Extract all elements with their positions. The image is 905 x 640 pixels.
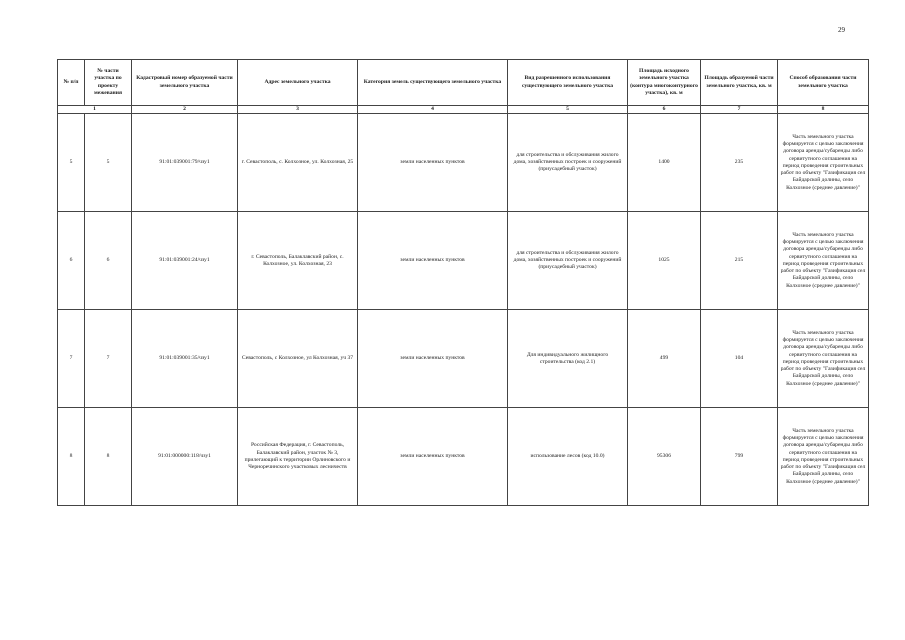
header-cell: № п/п	[58, 60, 85, 106]
part-number: 8	[85, 408, 132, 506]
permitted-use: Для индивидуального жилищного строительства (код 2.1)	[508, 310, 628, 408]
header-cell: Площадь исходного земельного участка (контура многоконтурного участка), кв. м	[628, 60, 701, 106]
table-row	[58, 212, 869, 310]
source-area: 499	[628, 310, 701, 408]
header-cell: № части участка по проекту межевания	[85, 60, 132, 106]
cadastral-number: 91:01:039001:79/чзу1	[132, 114, 238, 212]
header-row	[58, 60, 869, 106]
land-category: земли населенных пунктов	[358, 408, 508, 506]
table-row	[58, 114, 869, 212]
cadastral-number: 91:01:000000:118/чзу1	[132, 408, 238, 506]
header-cell: Вид разрешенного использования существующего земельного участка	[508, 60, 628, 106]
row-number: 6	[58, 212, 85, 310]
source-area: 1025	[628, 212, 701, 310]
header-cell: Способ образования части земельного участка	[778, 60, 869, 106]
cadastral-number: 91:01:039001:35/чзу1	[132, 310, 238, 408]
land-category: земли населенных пунктов	[358, 310, 508, 408]
column-number: 3	[238, 106, 358, 114]
column-number: 2	[132, 106, 238, 114]
address: Севастополь, с Колхозное, ул Колхозная, уч 37	[238, 310, 358, 408]
column-number: 5	[508, 106, 628, 114]
cadastral-number: 91:01:039001:24/чзу1	[132, 212, 238, 310]
formation-method: Часть земельного участка формируется с целью заключения договора аренды/субаренды либо сервитутного соглашения на период проведения строительных работ по объекту "Газификация сел Байдарской долины, село Колхозное (среднее давление)"	[778, 310, 869, 408]
formation-method: Часть земельного участка формируется с целью заключения договора аренды/субаренды либо сервитутного соглашения на период проведения строительных работ по объекту "Газификация сел Байдарской долины, село Колхозное (среднее давление)"	[778, 408, 869, 506]
land-category: земли населенных пунктов	[358, 212, 508, 310]
column-number: 1	[58, 106, 132, 114]
column-number: 6	[628, 106, 701, 114]
part-area: 235	[701, 114, 778, 212]
column-number-row	[58, 106, 869, 114]
row-number: 5	[58, 114, 85, 212]
source-area: 1400	[628, 114, 701, 212]
table-row	[58, 310, 869, 408]
column-number: 8	[778, 106, 869, 114]
column-number: 7	[701, 106, 778, 114]
part-area: 104	[701, 310, 778, 408]
column-number: 4	[358, 106, 508, 114]
land-parts-table	[57, 59, 869, 506]
part-number: 7	[85, 310, 132, 408]
row-number: 7	[58, 310, 85, 408]
address: г. Севастополь, с. Колхозное, ул. Колхозная, 25	[238, 114, 358, 212]
land-category: земли населенных пунктов	[358, 114, 508, 212]
part-number: 6	[85, 212, 132, 310]
part-area: 215	[701, 212, 778, 310]
source-area: 95306	[628, 408, 701, 506]
page-number: 29	[838, 26, 845, 34]
permitted-use: использование лесов (код 10.0)	[508, 408, 628, 506]
permitted-use: для строительства и обслуживания жилого дома, хозяйственных построек и сооружений (приусадебный участок)	[508, 212, 628, 310]
part-area: 799	[701, 408, 778, 506]
part-number: 5	[85, 114, 132, 212]
permitted-use: для строительства и обслуживания жилого дома, хозяйственных построек и сооружений (приусадебный участок)	[508, 114, 628, 212]
formation-method: Часть земельного участка формируется с целью заключения договора аренды/субаренды либо сервитутного соглашения на период проведения строительных работ по объекту "Газификация сел Байдарской долины, село Колхозное (среднее давление)"	[778, 212, 869, 310]
header-cell: Адрес земельного участка	[238, 60, 358, 106]
formation-method: Часть земельного участка формируется с целью заключения договора аренды/субаренды либо сервитутного соглашения на период проведения строительных работ по объекту "Газификация сел Байдарской долины, село Колхозное (среднее давление)"	[778, 114, 869, 212]
table-row	[58, 408, 869, 506]
row-number: 8	[58, 408, 85, 506]
header-cell: Категория земель существующего земельного участка	[358, 60, 508, 106]
header-cell: Площадь образуемой части земельного участка, кв. м	[701, 60, 778, 106]
address: г. Севастополь, Балаклавский район, с. Колхозное, ул. Колхозная, 23	[238, 212, 358, 310]
header-cell: Кадастровый номер образуемой части земельного участка	[132, 60, 238, 106]
address: Российская Федерация, г. Севастополь, Балаклавский район, участок № 3, прилегающий к территории Орлиновского и Черноречинского участковых лесничеств	[238, 408, 358, 506]
